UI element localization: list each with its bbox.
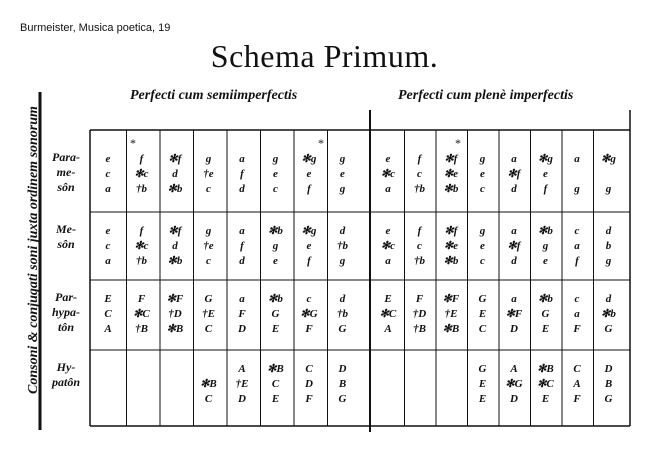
cell-note: D [238,393,246,405]
cell-note [408,362,432,377]
table-cell [331,292,355,337]
cell-note: d [511,255,517,267]
cell-note: f [139,153,144,165]
cell-note: F [573,393,581,405]
cell-note: C [104,308,112,320]
cell-note: f [543,183,548,195]
cell-note: g [339,255,346,267]
cell-note: ✻B [166,323,184,335]
cell-note: †E [202,308,215,320]
table-cell [502,224,526,269]
cell-note [163,362,187,377]
cell-note: c [480,183,485,195]
table-cell [502,292,526,337]
cell-note: f [240,240,244,252]
table-cell [408,152,432,197]
cell-note: c [206,255,211,267]
cell-note [439,362,463,377]
cell-note: e [273,255,278,267]
cell-note: a [239,153,245,165]
cell-note: F [305,393,313,405]
cell-note: B [338,378,347,390]
table-cell [471,292,495,337]
cell-note: ✻f [507,240,521,252]
cell-note: d [172,240,178,252]
cell-note [96,392,120,407]
cell-note: †b [337,240,348,252]
cell-note: ✻C [537,378,554,390]
cell-note: a [511,293,517,305]
cell-note [408,392,432,407]
cell-note: d [605,293,612,305]
table-cell [197,224,221,269]
cell-note: g [205,225,212,237]
cell-note: ✻c [134,168,149,180]
cell-note: G [338,323,347,335]
cell-note: C [305,363,313,375]
cell-note [565,167,589,182]
cell-note: E [478,308,487,320]
table-cell [597,362,621,407]
cell-note: ✻G [300,308,318,320]
table-cell [534,152,558,197]
row-label-line: hypa- [52,305,80,319]
cell-note: a [239,293,245,305]
table-cell [297,292,321,337]
table-cell [597,152,621,197]
cell-note: f [240,168,244,180]
cell-note: F [137,293,146,305]
cell-note: e [480,240,485,252]
cell-note [197,362,221,377]
cell-note: ✻B [267,363,284,375]
cell-note: †B [135,323,148,335]
row-label [44,222,88,252]
cell-note [96,362,120,377]
table-cell [163,152,187,197]
cell-note: ✻b [538,225,553,237]
cell-note: a [105,255,111,267]
cell-note: g [605,255,612,267]
cell-note: †b [337,308,348,320]
cell-note: C [478,323,487,335]
cell-note: f [307,183,311,195]
cell-note: f [139,225,144,237]
cell-note: e [273,168,278,180]
cell-note: a [105,183,111,195]
cell-note: †B [413,323,426,335]
table-cell [565,152,589,197]
table-cell [130,292,154,337]
cell-note: ✻B [537,363,554,375]
table-cell [297,152,321,197]
cell-note: g [205,153,212,165]
cell-note [163,377,187,392]
cell-note: ✻b [601,308,616,320]
cell-note: F [305,323,313,335]
cell-note: E [541,323,550,335]
row-label [44,360,88,390]
asterisk-mark: * [455,136,461,150]
cell-note: e [385,225,391,237]
asterisk-mark: * [318,136,324,150]
cell-note: D [338,363,347,375]
table-cell [331,362,355,407]
table-cell [130,224,154,269]
cell-note: ✻b [167,255,183,267]
cell-note: ✻G [505,378,523,390]
table-cell [376,362,400,407]
cell-note: †b [136,255,147,267]
table-cell [597,224,621,269]
cell-note: G [271,308,280,320]
cell-note: ✻g [601,153,616,165]
cell-note: D [604,363,613,375]
cell-note: C [204,393,213,405]
table-cell [197,292,221,337]
cell-note: ✻f [168,153,182,165]
cell-note: d [239,255,245,267]
cell-note: ✻c [380,168,396,180]
cell-note: ✻b [167,183,183,195]
cell-note [130,377,154,392]
header-imperfect: Perfecti cum plenè imperfectis [398,88,574,103]
cell-note: ✻g [301,153,317,165]
cell-note: c [480,255,485,267]
cell-note: ✻C [133,308,150,320]
cell-note [376,392,400,407]
cell-note: ✻g [301,225,317,237]
cell-note: c [417,240,422,252]
cell-note: A [238,363,246,375]
cell-note: ✻e [443,240,459,252]
cell-note: a [511,225,517,237]
cell-note: g [272,153,279,165]
table-cell [376,152,400,197]
cell-note: ✻F [442,293,460,305]
cell-note: †e [203,240,214,252]
table-cell [597,292,621,337]
cell-note: G [604,323,613,335]
table-cell [439,292,463,337]
cell-note: g [542,240,549,252]
cell-note: A [573,378,581,390]
table-cell [439,224,463,269]
asterisk-mark: * [130,136,136,150]
table-cell [565,362,589,407]
table-cell [264,362,288,407]
cell-note: A [510,363,518,375]
table-cell [163,224,187,269]
cell-note: ✻e [443,168,459,180]
cell-note: E [478,378,487,390]
header-semiimperfect: Perfecti cum semiimperfectis [130,88,298,103]
cell-note: e [105,153,111,165]
cell-note: d [172,168,178,180]
cell-note: c [206,183,211,195]
cell-note: C [573,363,581,375]
cell-note: ✻b [443,255,459,267]
cell-note: g [339,183,346,195]
cell-note: F [238,308,246,320]
cell-note: a [574,308,580,320]
table-cell [471,152,495,197]
cell-note: †b [136,183,147,195]
cell-note: †E [444,308,458,320]
cell-note: g [574,183,580,195]
table-cell [408,292,432,337]
cell-note: f [307,255,311,267]
cell-note: ✻f [168,225,182,237]
table-cell [264,224,288,269]
cell-note: f [417,225,422,237]
cell-note: ✻f [444,153,458,165]
table-cell [96,224,120,269]
cell-note: g [339,153,346,165]
table-cell [197,152,221,197]
table-cell [130,362,154,407]
table-cell [408,224,432,269]
cell-note: e [543,168,548,180]
row-label-line: patôn [51,375,80,389]
cell-note: G [478,363,487,375]
cell-note: c [105,168,111,180]
table-cell [565,224,589,269]
cell-note: ✻f [444,225,458,237]
table-cell [502,152,526,197]
cell-note: ✻F [166,293,184,305]
cell-note: E [271,393,280,405]
cell-note [163,392,187,407]
row-label-line: Par- [55,290,77,304]
cell-note: a [239,225,245,237]
cell-note: e [543,255,548,267]
cell-note: e [105,225,111,237]
cell-note: a [385,183,391,195]
table-cell [534,224,558,269]
cell-note: e [340,168,345,180]
cell-note [439,392,463,407]
cell-note: E [271,323,280,335]
cell-note: g [479,225,486,237]
cell-note: †E [235,378,249,390]
table-cell [297,362,321,407]
cell-note: †e [203,168,214,180]
side-label-text: Consoni & conjugati soni juxta ordinem sonorum [26,106,41,394]
cell-note: †b [414,183,425,195]
row-label-line: me- [56,165,76,179]
cell-note: ✻C [379,308,397,320]
cell-note: c [417,168,422,180]
row-label-line: Para- [52,150,80,164]
table-cell [96,362,120,407]
cell-note: D [510,323,518,335]
cell-note [130,362,154,377]
cell-note: d [339,293,346,305]
row-label [44,290,88,335]
table-cell [471,224,495,269]
cell-note: ✻B [442,323,460,335]
cell-note: E [478,393,487,405]
cell-note: ✻b [268,225,283,237]
cell-note: G [338,393,347,405]
page-title: Schema Primum. [210,38,439,74]
cell-note [439,377,463,392]
cell-note: e [480,168,485,180]
table-cell [331,224,355,269]
cell-note: c [574,293,580,305]
table-cell [163,292,187,337]
table-cell [408,362,432,407]
table-cell [230,224,254,269]
cell-note: C [271,378,280,390]
table-cell [96,152,120,197]
cell-note: D [305,378,313,390]
row-label-line: Hy- [56,360,76,374]
cell-note [408,377,432,392]
cell-note: ✻F [505,308,523,320]
cell-note: F [573,323,581,335]
table-cell [197,362,221,407]
cell-note: F [415,293,424,305]
cell-note: ✻B [200,378,217,390]
cell-note [376,362,400,377]
row-label [44,150,88,195]
table-cell [96,292,120,337]
table-cell [230,152,254,197]
cell-note: E [104,293,112,305]
cell-note: ✻b [538,293,553,305]
cell-note: ✻b [443,183,459,195]
row-label-line: Me- [56,222,76,236]
table-cell [163,362,187,407]
table-cell [439,152,463,197]
cell-note [376,377,400,392]
table-cell [130,152,154,197]
table-cell [439,362,463,407]
table-cell [565,292,589,337]
cell-note: G [478,293,487,305]
cell-note: d [605,225,612,237]
cell-note: e [385,153,391,165]
table-cell [331,152,355,197]
cell-note: c [273,183,278,195]
row-label-line: sôn [57,180,75,194]
table-cell [471,362,495,407]
row-label-line: tôn [57,320,74,334]
cell-note [96,377,120,392]
cell-note: c [574,225,580,237]
cell-note: ✻c [380,240,396,252]
table-cell [264,152,288,197]
cell-note: G [541,308,550,320]
cell-note: c [306,293,312,305]
cell-note: A [384,323,392,335]
cell-note: e [306,168,312,180]
cell-note: D [238,323,246,335]
cell-note: b [605,240,612,252]
cell-note: a [574,153,580,165]
cell-note: g [479,153,486,165]
cell-note: c [105,240,111,252]
table-cell [502,362,526,407]
table-cell [230,362,254,407]
cell-note: C [204,323,213,335]
cell-note: A [104,323,112,335]
table-cell [264,292,288,337]
cell-note: †b [414,255,425,267]
cell-note: †D [412,308,427,320]
cell-note: g [605,183,612,195]
figure-caption: Burmeister, Musica poetica, 19 [20,22,171,34]
cell-note: f [575,255,579,267]
cell-note: a [385,255,391,267]
row-label-line: sôn [57,237,75,251]
cell-note [597,167,621,182]
table-cell [376,224,400,269]
cell-note: a [574,240,580,252]
table-cell [534,292,558,337]
cell-note: E [541,393,550,405]
cell-note: d [239,183,245,195]
cell-note: f [417,153,422,165]
cell-note: G [204,293,213,305]
cell-note: d [339,225,346,237]
cell-note [130,392,154,407]
cell-note: G [604,393,613,405]
cell-note: e [306,240,312,252]
table-cell [230,292,254,337]
cell-note: E [384,293,392,305]
table-cell [297,224,321,269]
table-cell [534,362,558,407]
cell-note: g [272,240,279,252]
table-cell [376,292,400,337]
cell-note: ✻b [268,293,283,305]
cell-note: B [604,378,613,390]
cell-note: a [511,153,517,165]
cell-note: ✻g [538,153,553,165]
cell-note: ✻f [507,168,521,180]
cell-note: ✻c [134,240,149,252]
cell-note: D [510,393,518,405]
cell-note: †D [168,308,182,320]
cell-note: d [511,183,517,195]
